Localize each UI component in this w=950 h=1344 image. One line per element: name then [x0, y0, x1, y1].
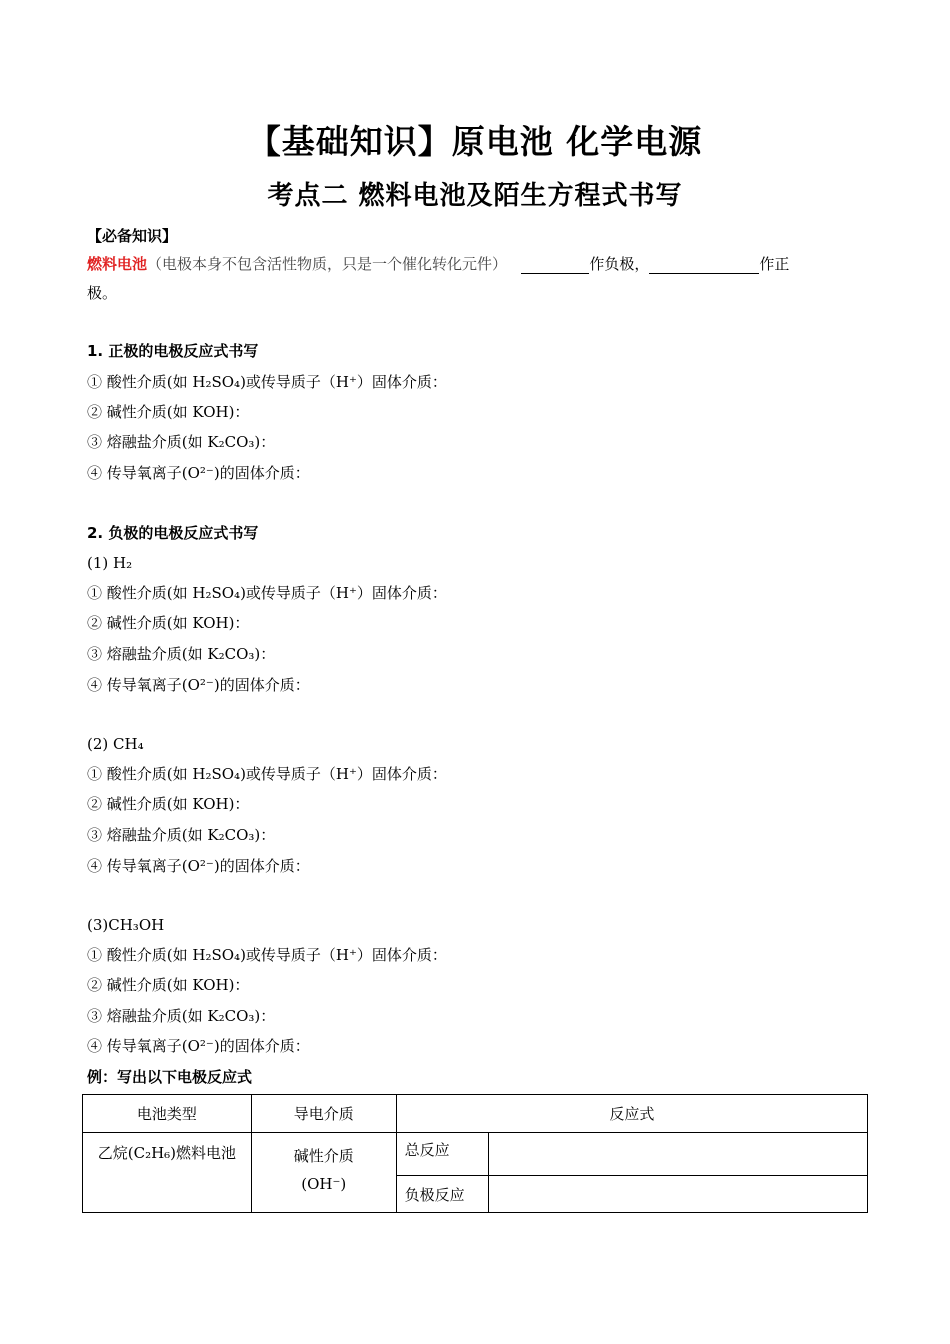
part2-heading: 2. 负极的电极反应式书写	[87, 524, 259, 542]
medium-ion: (OH⁻)	[301, 1175, 347, 1193]
part1-acid: ① 酸性介质(如 H₂SO₄)或传导质子（H⁺）固体介质：	[87, 373, 447, 391]
fuel-cell-term: 燃料电池	[87, 255, 148, 273]
total-reaction-label: 总反应	[396, 1133, 488, 1176]
total-reaction-answer[interactable]	[488, 1133, 867, 1176]
example-table	[82, 1094, 868, 1213]
intro-neg: 作负极，	[589, 255, 650, 273]
header-reaction: 反应式	[396, 1095, 867, 1133]
ch4-base: ② 碱性介质(如 KOH)：	[87, 795, 250, 813]
example-heading: 例：写出以下电极反应式	[87, 1068, 253, 1086]
h2-melt: ③ 熔融盐介质(如 K₂CO₃)：	[87, 645, 276, 663]
intro-text: （电极本身不包含活性物质，只是一个催化转化元件）	[147, 255, 508, 273]
ch3oh-base: ② 碱性介质(如 KOH)：	[87, 976, 250, 994]
page-title: 【基础知识】原电池 化学电源	[247, 122, 703, 161]
ch3oh-oxide: ④ 传导氧离子(O²⁻)的固体介质：	[87, 1037, 310, 1055]
part1-oxide: ④ 传导氧离子(O²⁻)的固体介质：	[87, 464, 310, 482]
positive-electrode-blank[interactable]	[649, 257, 759, 274]
part1-base: ② 碱性介质(如 KOH)：	[87, 403, 250, 421]
ch4-acid: ① 酸性介质(如 H₂SO₄)或传导质子（H⁺）固体介质：	[87, 765, 447, 783]
negative-electrode-blank[interactable]	[521, 257, 589, 274]
medium-name: 碱性介质	[293, 1147, 354, 1165]
intro-pos: 作正	[759, 255, 790, 273]
table-header-row	[83, 1095, 868, 1133]
ch3oh-heading: (3)CH₃OH	[87, 916, 165, 934]
intro-line	[87, 254, 789, 274]
ch3oh-acid: ① 酸性介质(如 H₂SO₄)或传导质子（H⁺）固体介质：	[87, 946, 447, 964]
header-medium: 导电介质	[251, 1095, 396, 1133]
negative-reaction-label: 负极反应	[396, 1176, 488, 1213]
h2-base: ② 碱性介质(如 KOH)：	[87, 614, 250, 632]
h2-acid: ① 酸性介质(如 H₂SO₄)或传导质子（H⁺）固体介质：	[87, 584, 447, 602]
medium-cell	[251, 1133, 396, 1213]
negative-reaction-answer[interactable]	[488, 1176, 867, 1213]
part1-melt: ③ 熔融盐介质(如 K₂CO₃)：	[87, 433, 276, 451]
h2-oxide: ④ 传导氧离子(O²⁻)的固体介质：	[87, 676, 310, 694]
header-battery-type: 电池类型	[83, 1095, 252, 1133]
ch3oh-melt: ③ 熔融盐介质(如 K₂CO₃)：	[87, 1007, 276, 1025]
h2-heading: (1) H₂	[87, 554, 133, 572]
intro-tail: 极。	[87, 284, 118, 302]
battery-type-cell: 乙烷(C₂H₆)燃料电池	[83, 1133, 252, 1213]
page-subtitle: 考点二 燃料电池及陌生方程式书写	[267, 181, 683, 211]
ch4-heading: (2) CH₄	[87, 735, 144, 753]
ch4-oxide: ④ 传导氧离子(O²⁻)的固体介质：	[87, 857, 310, 875]
part1-heading: 1. 正极的电极反应式书写	[87, 342, 259, 360]
table-row	[83, 1133, 868, 1176]
ch4-melt: ③ 熔融盐介质(如 K₂CO₃)：	[87, 826, 276, 844]
section-header: 【必备知识】	[87, 227, 178, 245]
